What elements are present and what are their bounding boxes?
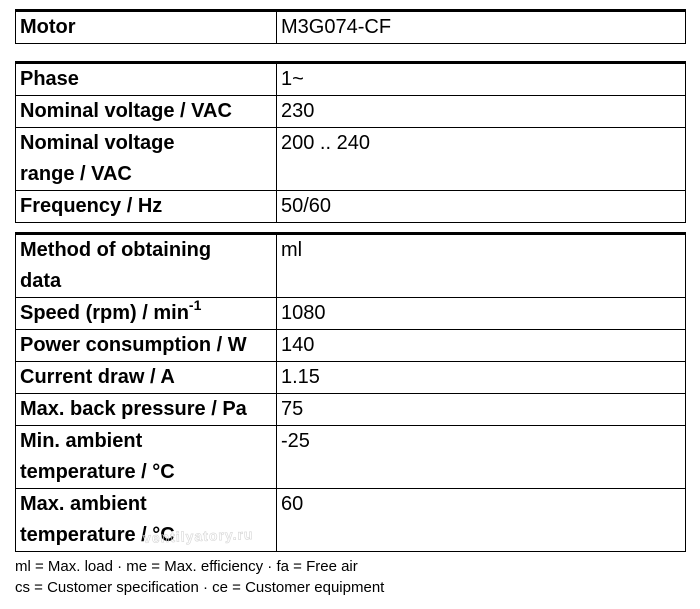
method-label xyxy=(16,234,277,298)
min-ambient-temp-value: -25 xyxy=(277,426,686,489)
table-row xyxy=(16,298,686,330)
motor-label: Motor xyxy=(16,11,277,44)
voltage-range-label xyxy=(16,128,277,191)
legend-line-1: ml = Max. load · me = Max. efficiency · fa = Free air xyxy=(15,558,358,575)
table-row xyxy=(16,362,686,394)
power-consumption-label: Power consumption / W xyxy=(16,330,277,362)
method-label-line2: data xyxy=(20,270,62,292)
watermark: ventilyatory.ru xyxy=(142,526,254,546)
voltage-range-label-line1: Nominal voltage xyxy=(20,132,175,154)
current-draw-value: 1.15 xyxy=(277,362,686,394)
max-ambient-temp-label-line1: Max. ambient xyxy=(20,493,147,515)
motor-value: M3G074-CF xyxy=(277,11,686,44)
table-row xyxy=(16,11,686,44)
table-row xyxy=(16,63,686,96)
speed-label xyxy=(16,298,277,330)
table-row xyxy=(16,426,686,489)
table-row xyxy=(16,330,686,362)
method-label-line1: Method of obtaining xyxy=(20,239,212,261)
max-ambient-temp-label-line2: temperature / °C xyxy=(20,524,175,546)
table-row xyxy=(16,394,686,426)
frequency-label: Frequency / Hz xyxy=(16,191,277,223)
nominal-voltage-label: Nominal voltage / VAC xyxy=(16,96,277,128)
table-row xyxy=(16,96,686,128)
back-pressure-value: 75 xyxy=(277,394,686,426)
phase-value: 1~ xyxy=(277,63,686,96)
table-row xyxy=(16,234,686,298)
phase-label: Phase xyxy=(16,63,277,96)
performance-table xyxy=(15,232,686,552)
electrical-table xyxy=(15,61,686,223)
motor-table xyxy=(15,9,686,44)
table-row xyxy=(16,489,686,552)
legend-line-2: cs = Customer specification · ce = Customer equipment xyxy=(15,579,385,596)
speed-value: 1080 xyxy=(277,298,686,330)
speed-label-exponent: -1 xyxy=(188,297,202,314)
power-consumption-value: 140 xyxy=(277,330,686,362)
current-draw-label: Current draw / A xyxy=(16,362,277,394)
min-ambient-temp-label-line2: temperature / °C xyxy=(20,461,175,483)
method-value: ml xyxy=(277,234,686,298)
max-ambient-temp-value: 60 xyxy=(277,489,686,552)
voltage-range-value: 200 .. 240 xyxy=(277,128,686,191)
voltage-range-label-line2: range / VAC xyxy=(20,163,132,185)
back-pressure-label: Max. back pressure / Pa xyxy=(16,394,277,426)
table-row xyxy=(16,128,686,191)
nominal-voltage-value: 230 xyxy=(277,96,686,128)
frequency-value: 50/60 xyxy=(277,191,686,223)
speed-label-text: Speed (rpm) / min xyxy=(20,302,189,324)
table-row xyxy=(16,191,686,223)
min-ambient-temp-label xyxy=(16,426,277,489)
min-ambient-temp-label-line1: Min. ambient xyxy=(20,430,143,452)
